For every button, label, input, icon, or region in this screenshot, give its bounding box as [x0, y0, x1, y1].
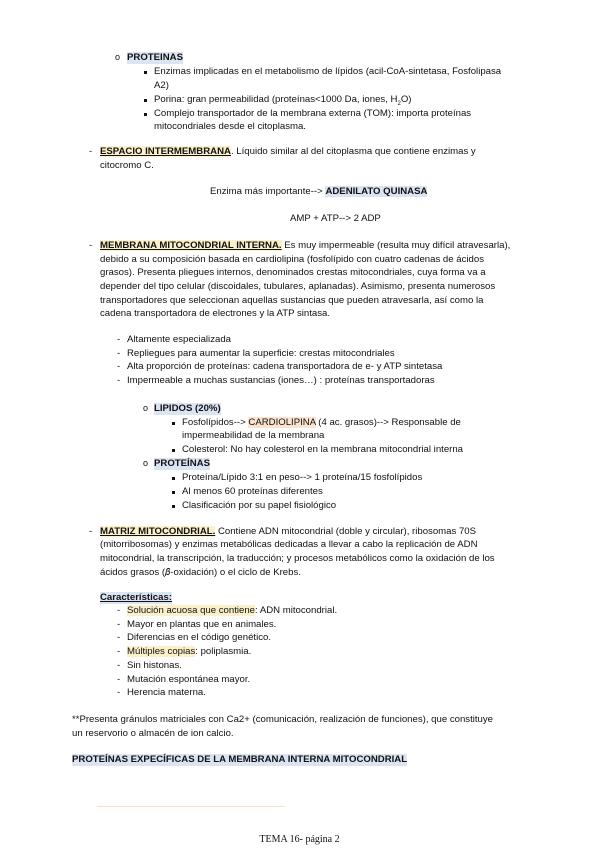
- dash-bullet-icon: -: [89, 526, 93, 537]
- feature-item: Alta proporción de proteínas: cadena transportadora de e- y ATP sintetasa: [127, 361, 443, 372]
- caract-item: Mayor en plantas que en animales.: [127, 619, 277, 630]
- paragraph-line: transportadores que seleccionan aquellas sustancias que pueden atravesarla, así como la: [100, 295, 484, 306]
- paragraph-line: cadena transportadora de electrones y la ATP sintasa.: [100, 308, 331, 319]
- list-item: Porina: gran permeabilidad (proteínas<1000 Da, iones, $H_2O$): [154, 94, 412, 107]
- dash-bullet-icon: -: [117, 632, 121, 643]
- divider: [97, 806, 285, 807]
- heading-lipidos: LIPIDOS (20%): [154, 403, 221, 414]
- feature-item: Altamente especializada: [127, 334, 231, 345]
- espacio-title: ESPACIO INTERMEMBRANA: [100, 146, 231, 157]
- list-item: Colesterol: No hay colesterol en la membrana mitocondrial interna: [182, 444, 464, 455]
- list-item: Fosfolípidos--> CARDIOLIPINA (4 ac. grasos)--> Responsable de: [182, 417, 461, 428]
- membrana-paragraph: MEMBRANA MITOCONDRIAL INTERNA. Es muy impermeable (resulta muy difícil atravesarla),: [100, 240, 511, 251]
- paragraph-line: debido a su composición basada en cardiolipina (fosfolípido con cuatro cadenas de ácidos: [100, 254, 484, 265]
- dash-bullet-icon: -: [117, 334, 121, 345]
- paragraph-line: (mitorribosomas) y enzimas metabólicas dedicadas a llevar a cabo la replicación de ADN: [100, 539, 478, 550]
- section-heading: PROTEÍNAS EXPECÍFICAS DE LA MEMBRANA INTERNA MITOCONDRIAL: [72, 754, 408, 765]
- dash-bullet-icon: -: [117, 646, 121, 657]
- caract-item: Solución acuosa que contiene: ADN mitocondrial.: [127, 605, 338, 616]
- caract-item: Mutación espontánea mayor.: [127, 674, 251, 685]
- caract-item: Múltiples copias: poliplasmia.: [127, 646, 252, 657]
- dash-bullet-icon: -: [117, 605, 121, 616]
- feature-item: Impermeable a muchas sustancias (iones…) : proteínas transportadoras: [127, 375, 435, 386]
- dash-bullet-icon: -: [117, 674, 121, 685]
- dash-bullet-icon: -: [117, 348, 121, 359]
- caracteristicas-heading: Características:: [100, 592, 172, 603]
- dash-bullet-icon: -: [89, 240, 93, 251]
- enzima-name: ADENILATO QUINASA: [325, 186, 428, 197]
- list-item-cont: impermeabilidad de la membrana: [182, 430, 325, 441]
- dash-bullet-icon: -: [117, 660, 121, 671]
- dash-bullet-icon: -: [117, 619, 121, 630]
- heading-proteinas-interna: PROTEÍNAS: [154, 458, 210, 469]
- dash-bullet-icon: -: [117, 361, 121, 372]
- circle-bullet-icon: o: [143, 458, 149, 468]
- list-item: Al menos 60 proteínas diferentes: [182, 486, 323, 497]
- caract-item: Sin histonas.: [127, 660, 182, 671]
- list-item: Proteína/Lípido 3:1 en peso--> 1 proteína/15 fosfolípidos: [182, 472, 423, 483]
- note-line: **Presenta gránulos matriciales con Ca2+ (comunicación, realización de funciones), que constituye: [72, 714, 494, 725]
- square-bullet-icon: [172, 491, 175, 494]
- list-item: Clasificación por su papel fisiológico: [182, 500, 337, 511]
- paragraph-line: ácidos grasos (𝛽-oxidación) o el ciclo de Krebs.: [100, 567, 301, 578]
- caract-highlight: Múltiples copias: [127, 646, 196, 657]
- list-item: Enzimas implicadas en el metabolismo de lípidos (acil-CoA-sintetasa, Fosfolipasa: [154, 66, 502, 77]
- caract-highlight: Solución acuosa que contiene: [127, 605, 256, 616]
- feature-item: Repliegues para aumentar la superficie: crestas mitocondriales: [127, 348, 395, 359]
- square-bullet-icon: [144, 99, 147, 102]
- caract-item: Diferencias en el código genético.: [127, 632, 271, 643]
- espacio-line-2: citocromo C.: [100, 160, 154, 171]
- page-footer: TEMA 16- página 2: [259, 834, 340, 845]
- square-bullet-icon: [172, 477, 175, 480]
- square-bullet-icon: [172, 505, 175, 508]
- square-bullet-icon: [172, 422, 175, 425]
- caract-item: Herencia materna.: [127, 687, 206, 698]
- enzima-line: Enzima más importante--> ADENILATO QUINASA: [210, 186, 428, 197]
- paragraph-line: grasos). Presenta pliegues internos, denominados crestas mitocondriales, cuya forma va a: [100, 267, 486, 278]
- matriz-title: MATRIZ MITOCONDRIAL.: [100, 526, 216, 537]
- list-item: Complejo transportador de la membrana externa (TOM): importa proteínas: [154, 108, 472, 119]
- dash-bullet-icon: -: [117, 687, 121, 698]
- membrana-title: MEMBRANA MITOCONDRIAL INTERNA.: [100, 240, 282, 251]
- dash-bullet-icon: -: [89, 146, 93, 157]
- list-item-cont: A2): [154, 80, 169, 91]
- matriz-paragraph: MATRIZ MITOCONDRIAL. Contiene ADN mitocondrial (doble y circular), ribosomas 70S: [100, 526, 477, 537]
- reaction-line: AMP + ATP--> 2 ADP: [290, 213, 381, 224]
- square-bullet-icon: [144, 71, 147, 74]
- square-bullet-icon: [144, 113, 147, 116]
- paragraph-line: mitocondrial, la transcripción, la traducción; y procesos metabólicos como la oxidación de los: [100, 553, 495, 564]
- list-item-cont: mitocondriales desde el citoplasma.: [154, 121, 306, 132]
- espacio-paragraph: ESPACIO INTERMEMBRANA. Líquido similar al del citoplasma que contiene enzimas y: [100, 146, 476, 157]
- circle-bullet-icon: o: [115, 52, 121, 62]
- square-bullet-icon: [172, 449, 175, 452]
- note-line: un reservorio o almacén de ion calcio.: [72, 728, 234, 739]
- dash-bullet-icon: -: [117, 375, 121, 386]
- cardiolipina-term: CARDIOLIPINA: [248, 417, 316, 428]
- circle-bullet-icon: o: [143, 403, 149, 413]
- paragraph-line: depender del tipo celular (discoidales, tubulares, aplanadas). Asimismo, presenta numerosos: [100, 281, 496, 292]
- heading-proteinas-externa: PROTEINAS: [127, 52, 183, 63]
